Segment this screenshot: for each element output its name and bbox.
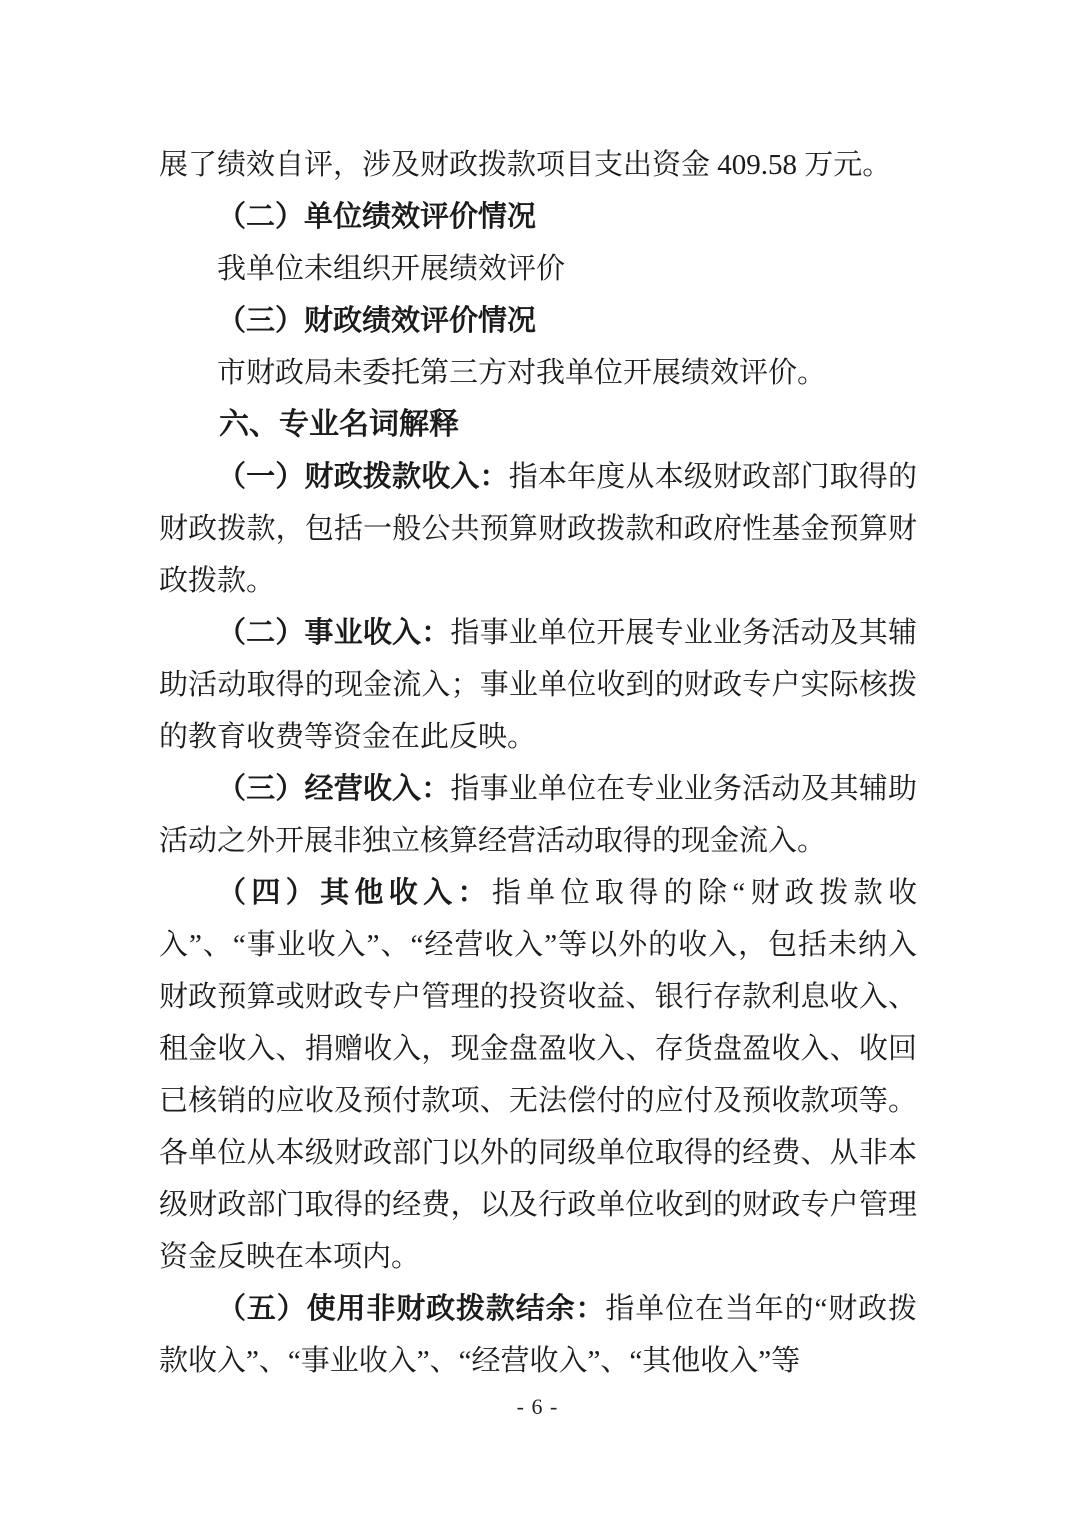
definition-paragraph [159, 867, 917, 1283]
definition-text: 指单位取得的除“财政拨款收入”、“事业收入”、“经营收入”等以外的收入，包括未纳入财政预算或财政专户管理的投资收益、银行存款利息收入、租金收入、捐赠收入，现金盘盈收入、存货盘盈收入、收回已核销的应收及预付款项、无法偿付的应付及预收款项等。各单位从本级财政部门以外的同级单位取得的经费、从非本级财政部门取得的经费，以及行政单位收到的财政专户管理资金反映在本项内。 [159, 877, 917, 1273]
definition-paragraph [159, 1283, 917, 1387]
definition-text: 指单位在当年的“财政拨款收入”、“事业收入”、“经营收入”、“其他收入”等 [159, 1293, 917, 1377]
definition-paragraph [159, 763, 917, 867]
definition-text: 指事业单位在专业业务活动及其辅助活动之外开展非独立核算经营活动取得的现金流入。 [159, 773, 917, 857]
definition-term: （五）使用非财政拨款结余： [217, 1293, 606, 1325]
definition-term: （四）其他收入： [217, 877, 492, 909]
definition-paragraph [159, 607, 917, 763]
definition-text: 指本年度从本级财政部门取得的财政拨款，包括一般公共预算财政拨款和政府性基金预算财政拨款。 [159, 461, 917, 597]
definition-term: （一）财政拨款收入： [217, 461, 509, 493]
definition-term: （二）事业收入： [217, 617, 451, 649]
definition-paragraph [159, 451, 917, 607]
page-number: - 6 - [516, 1394, 559, 1419]
definition-text: 指事业单位开展专业业务活动及其辅助活动取得的现金流入；事业单位收到的财政专户实际核拨的教育收费等资金在此反映。 [159, 617, 917, 753]
section-heading: 六、专业名词解释 [219, 408, 459, 441]
sub-heading: （二）单位绩效评价情况 [217, 201, 537, 233]
paragraph: 市财政局未委托第三方对我单位开展绩效评价。 [217, 357, 827, 389]
paragraph-continuation: 展了绩效自评，涉及财政拨款项目支出资金 409.58 万元。 [159, 149, 892, 181]
sub-heading: （三）财政绩效评价情况 [217, 305, 537, 337]
paragraph: 我单位未组织开展绩效评价 [217, 253, 566, 285]
definition-term: （三）经营收入： [217, 773, 451, 805]
document-body [159, 139, 917, 1387]
